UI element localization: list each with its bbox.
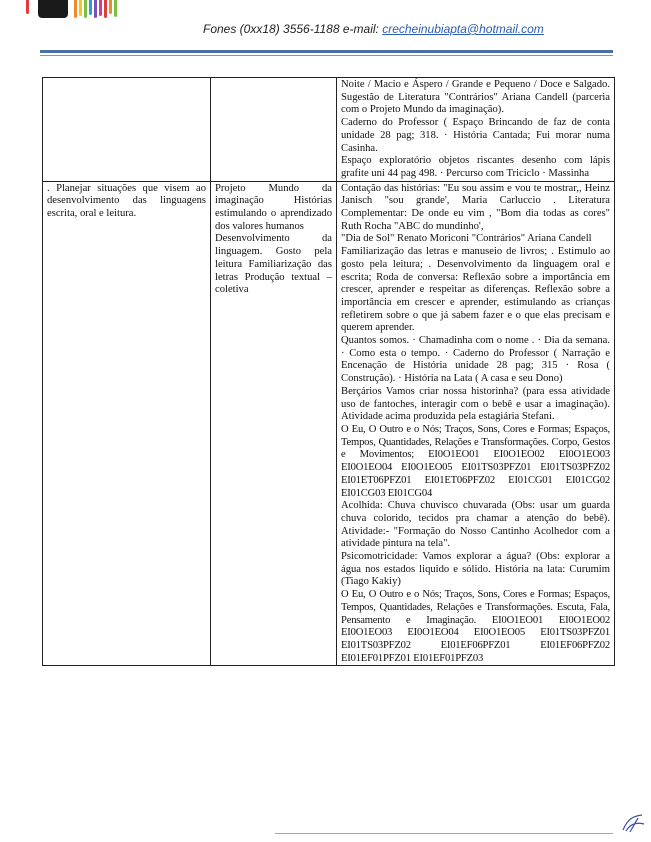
activity-text: O Eu, O Outro e o Nós; Traços, Sons, Cores e Formas; Espaços, Tempos, Quantidades, Relações e Transformações. Escuta, Fala, Pensamento e Imaginação. EI0O1EO01 EI0O1EO02 EI0O1EO03 EI0O1EO04 EI0O1EO05 EI01TS03PFZ01 EI01TS03PFZ02 EI01EF06PFZ01 EI01EF06PFZ02 EI01EF01PFZ01 EI01EF01PFZ03 xyxy=(341,589,610,664)
header-divider-thin xyxy=(40,55,613,56)
contact-line xyxy=(203,22,544,36)
theme-text: Desenvolvimento da linguagem. Gosto pela leitura Familiarização das letras Produção textual – coletiva xyxy=(215,233,332,296)
table-row xyxy=(43,181,615,666)
activity-text: Quantos somos. · Chamadinha com o nome . · Dia da semana. · Como esta o tempo. · Caderno do Professor ( Narração e Encenação de História unidade 28 pag; 315 · Rosa ( Construção). · História na Lata ( A casa e seu Dono) xyxy=(341,335,610,385)
activity-text: Familiarização das letras e manuseio de livros; . Estimulo ao gosto pela leitura; . Desenvolvimento da linguagem oral e escrita; Roda de conversa: Reflexão sobre a importância em crescer, aprender e respeitar as diferenças. Reflexão sobre a importância em crescer e aprender, estimulando as crianças refletirem sobre o que já sabem fazer e o que elas precisam e querem aprender. xyxy=(341,246,610,334)
activity-text: Contação das histórias: "Eu sou assim e vou te mostrar,, Heinz Janisch "sou grande', Maria Carluccio . Literatura Complementar: De onde eu vim , "Bom dia todas as cores" Ruth Rocha "ABC do mundinho', xyxy=(341,182,610,232)
theme-text: Projeto Mundo da imaginação Histórias estimulando o aprendizado dos valores humanos xyxy=(215,182,332,232)
activity-text: Acolhida: Chuva chuvisco chuvarada (Obs: usar um guarda chuva colorido, tecidos pra chamar a atenção do bebê). Atividade:- "Formação do Nosso Cantinho Acolhedor com a atividade pintura na tela". xyxy=(341,500,610,550)
objective-cell xyxy=(43,78,211,182)
activity-text: Noite / Macio e Áspero / Grande e Pequeno / Doce e Salgado. Sugestão de Literatura "Contrários" Ariana Candell (parceria com o Projeto Mundo da imaginação). xyxy=(341,79,610,116)
activity-text: "Dia de Sol" Renato Moriconi "Contrários" Ariana Candell xyxy=(341,233,592,245)
objective-cell xyxy=(43,181,211,666)
header-divider xyxy=(40,50,613,53)
objective-text: . Planejar situações que visem ao desenvolvimento das linguagens escrita, oral e leitura. xyxy=(47,182,206,220)
activity-text: Caderno do Professor ( Espaço Brincando de faz de conta unidade 28 pag; 318. · História Cantada; Fui morar numa Casinha. xyxy=(341,117,610,154)
signature-mark xyxy=(620,812,646,834)
activities-cell xyxy=(337,78,615,182)
activity-text: Espaço exploratório objetos riscantes desenho com lápis grafite uni 44 pag 498. · Percurso com Triciclo · Massinha xyxy=(341,155,610,179)
table-row xyxy=(43,78,615,182)
activity-text: Psicomotricidade: Vamos explorar a água? (Obs: explorar a água nos estados liquido e sólido. História na lata: Curumim (Tiago Kakiy) xyxy=(341,551,610,588)
activity-text: O Eu, O Outro e o Nós; Traços, Sons, Cores e Formas; Espaços, Tempos, Quantidades, Relações e Transformações. Corpo, Gestos e Movimentos; EI0O1EO01 EI0O1EO02 EI0O1EO03 EI0O1EO04 EI0O1EO05 EI01TS03PFZ01 EI01TS03PFZ02 EI01ET06PFZ01 EI01ET06PFZ02 EI01CG01 EI01CG02 EI01CG03 EI01CG04 xyxy=(341,423,610,499)
planning-table xyxy=(42,77,615,666)
theme-cell xyxy=(211,78,337,182)
contact-phone: Fones (0xx18) 3556-1188 e-mail: xyxy=(203,22,383,36)
email-link[interactable]: crecheinubiapta@hotmail.com xyxy=(382,22,544,36)
activity-text: Berçários Vamos criar nossa historinha? (para essa atividade uso de fantoches, interagir com o bebê e usar a imaginação). Atividade acima produzida pela estagiária Stefani. xyxy=(341,385,610,423)
footer-divider xyxy=(275,833,613,834)
activities-cell xyxy=(337,181,615,666)
theme-cell xyxy=(211,181,337,666)
school-logo xyxy=(16,0,166,22)
